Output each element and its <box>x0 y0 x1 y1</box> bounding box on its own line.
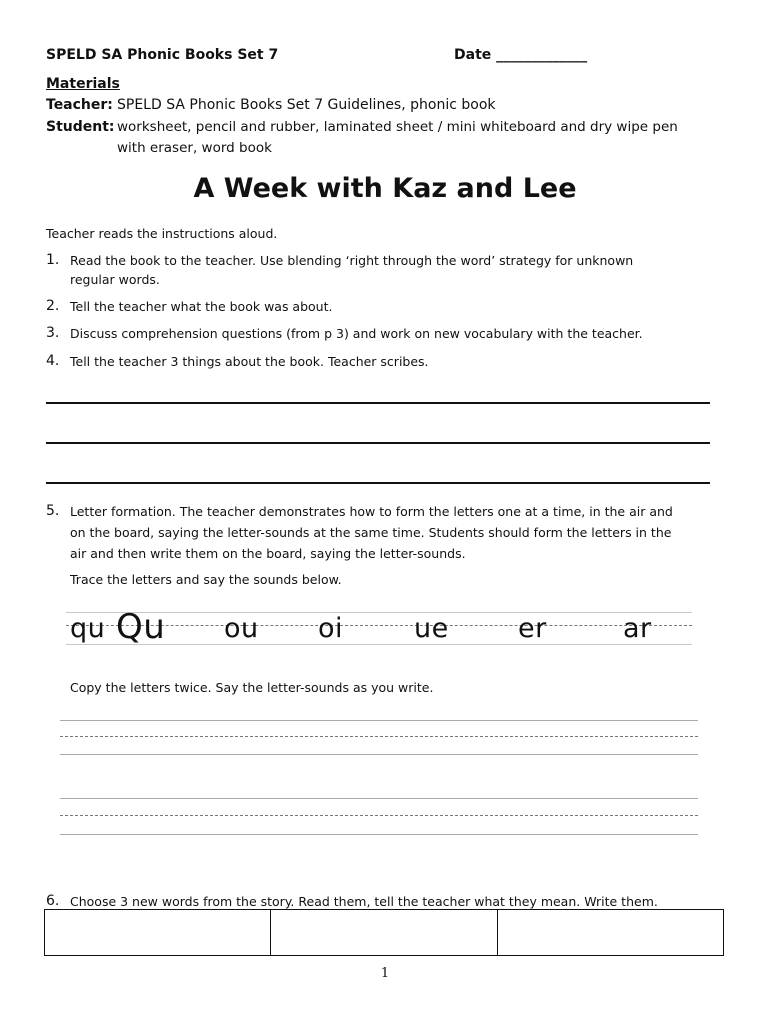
trace-letters: qu <box>70 613 106 644</box>
header-series: SPELD SA Phonic Books Set 7 <box>46 47 279 63</box>
answer-line[interactable] <box>46 402 710 404</box>
trace-instruction: Trace the letters and say the sounds below. <box>70 572 342 587</box>
step-1-line2: regular words. <box>70 272 160 287</box>
copy-instruction: Copy the letters twice. Say the letter-sounds as you write. <box>70 680 434 695</box>
student-materials-line1: worksheet, pencil and rubber, laminated sheet / mini whiteboard and dry wipe pen <box>117 119 678 135</box>
step-3-text: Discuss comprehension questions (from p 3) and work on new vocabulary with the teacher. <box>70 326 643 341</box>
letter-tracing-row[interactable] <box>66 609 692 653</box>
step-number: 6. <box>46 893 60 909</box>
word-box[interactable] <box>45 910 271 955</box>
teacher-materials: SPELD SA Phonic Books Set 7 Guidelines, phonic book <box>117 97 496 113</box>
top-guide-line <box>60 720 698 721</box>
step-number: 1. <box>46 252 60 268</box>
step-2-text: Tell the teacher what the book was about. <box>70 299 333 314</box>
student-label: Student: <box>46 119 115 135</box>
word-box[interactable] <box>498 910 723 955</box>
student-materials-line2: with eraser, word book <box>117 140 272 156</box>
trace-letters: ue <box>414 613 449 644</box>
page-number: 1 <box>380 966 390 981</box>
trace-letters: oi <box>318 613 344 644</box>
step-number: 4. <box>46 353 60 369</box>
trace-letters: ar <box>623 613 652 644</box>
handwriting-lines[interactable] <box>60 715 698 757</box>
step-number: 3. <box>46 325 60 341</box>
date-field: Date _____________ <box>454 47 588 63</box>
new-words-table <box>44 909 724 956</box>
worksheet-title: A Week with Kaz and Lee <box>193 173 577 204</box>
baseline <box>60 834 698 835</box>
step-1-line1: Read the book to the teacher. Use blending ‘right through the word’ strategy for unknown <box>70 253 634 268</box>
trace-letters: ou <box>224 613 259 644</box>
step-5-line2: on the board, saying the letter-sounds at the same time. Students should form the letters in the <box>70 525 672 540</box>
step-4-text: Tell the teacher 3 things about the book. Teacher scribes. <box>70 354 429 369</box>
teacher-label: Teacher: <box>46 97 113 113</box>
step-number: 5. <box>46 503 60 519</box>
step-5-line1: Letter formation. The teacher demonstrates how to form the letters one at a time, in the air and <box>70 504 673 519</box>
midline <box>60 736 698 737</box>
trace-letters: er <box>518 613 547 644</box>
trace-letters: Qu <box>116 607 166 647</box>
word-box[interactable] <box>271 910 497 955</box>
midline <box>60 815 698 816</box>
answer-line[interactable] <box>46 482 710 484</box>
step-5-line3: air and then write them on the board, saying the letter-sounds. <box>70 546 466 561</box>
baseline <box>60 754 698 755</box>
top-guide-line <box>60 798 698 799</box>
materials-heading: Materials <box>46 76 120 92</box>
answer-line[interactable] <box>46 442 710 444</box>
intro-text: Teacher reads the instructions aloud. <box>46 226 278 241</box>
handwriting-lines[interactable] <box>60 793 698 835</box>
step-6-text: Choose 3 new words from the story. Read them, tell the teacher what they mean. Write them. <box>70 894 658 909</box>
step-number: 2. <box>46 298 60 314</box>
